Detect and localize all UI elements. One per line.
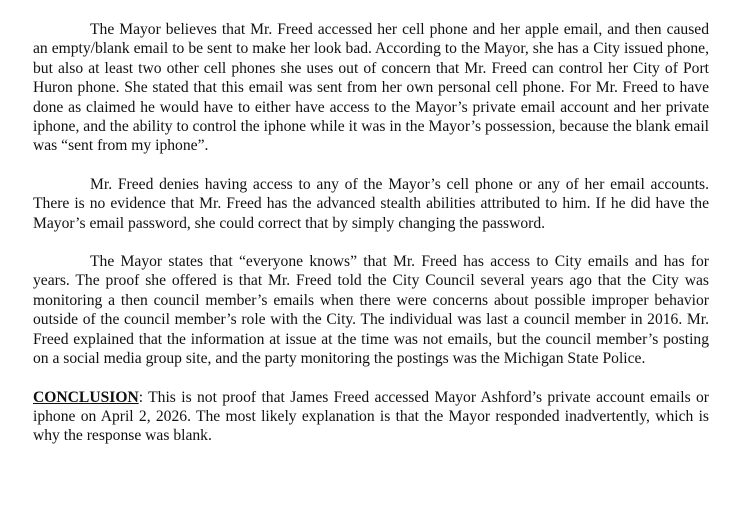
paragraph-everyone-knows: The Mayor states that “everyone knows” that Mr. Freed has access to City emails and has for years. The proof she offered is that Mr. Freed told the City Council several years ago that the City was monitoring a then council member’s emails when there were concerns about possible improper behavior outside of the council member’s role with the City. The individual was last a council member in 2016. Mr. Freed explained that the information at issue at the time was not emails, but the council member’s posting on a social media group site, and the party monitoring the postings was the Michigan State Police.	[33, 253, 709, 368]
paragraph-mayor-belief: The Mayor believes that Mr. Freed accessed her cell phone and her apple email, and then caused an empty/blank email to be sent to make her look bad. According to the Mayor, she has a City issued phone, but also at least two other cell phones she uses out of concern that Mr. Freed can control her City of Port Huron phone. She stated that this email was sent from her own personal cell phone. For Mr. Freed to have done as claimed he would have to either have access to the Mayor’s private email account and her private iphone, and the ability to control the iphone while it was in the Mayor’s possession, because the blank email was “sent from my iphone”.	[33, 21, 709, 155]
paragraph-freed-denial: Mr. Freed denies having access to any of the Mayor’s cell phone or any of her email accounts. There is no evidence that Mr. Freed has the advanced stealth abilities attributed to him. If he did have the Mayor’s email password, she could correct that by simply changing the password.	[33, 175, 709, 232]
conclusion-text: : This is not proof that James Freed accessed Mayor Ashford’s private account emails or iphone on April 2, 2026. The most likely explanation is that the Mayor responded inadvertently, which is why the response was blank.	[33, 388, 709, 445]
conclusion-heading: CONCLUSION	[33, 388, 139, 406]
document-page	[33, 20, 709, 446]
paragraph-conclusion	[33, 388, 709, 446]
